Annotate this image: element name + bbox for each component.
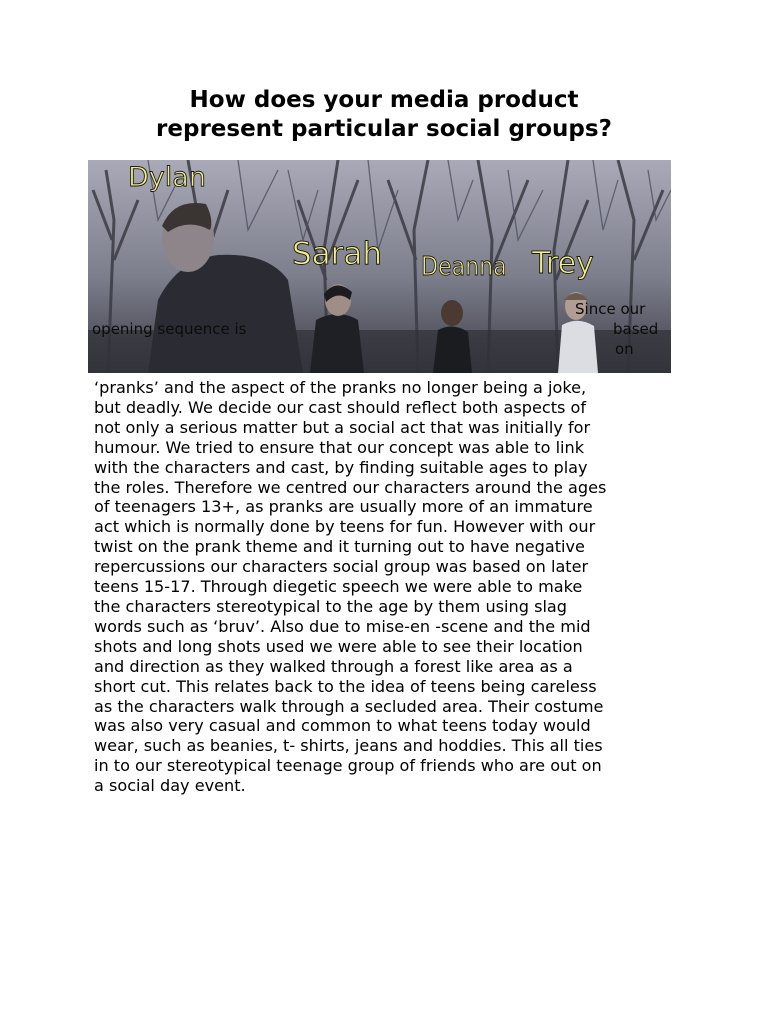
body-line: not only a serious matter but a social act that was initially for	[94, 417, 591, 437]
body-line: in to our stereotypical teenage group of friends who are out on	[94, 756, 602, 776]
body-line: with the characters and cast, by finding suitable ages to play	[94, 457, 588, 477]
body-line: short cut. This relates back to the idea of teens being careless	[94, 676, 597, 696]
body-line: ‘pranks’ and the aspect of the pranks no longer being a joke,	[94, 378, 587, 397]
body-line: teens 15-17. Through diegetic speech we were able to make	[94, 577, 583, 597]
body-line: was also very casual and common to what teens today would	[94, 716, 591, 736]
body-line: a social day event.	[94, 776, 246, 796]
body-line: shots and long shots used we were able to see their location	[94, 636, 583, 656]
body-line: the characters stereotypical to the age by them using slag	[94, 596, 567, 616]
body-line: words such as ‘bruv’. Also due to mise-en -scene and the mid	[94, 616, 591, 636]
caption-sarah: Sarah	[292, 236, 383, 272]
body-line: but deadly. We decide our cast should reflect both aspects of	[94, 397, 587, 417]
body-line: act which is normally done by teens for fun. However with our	[94, 517, 596, 537]
body-line: and direction as they walked through a forest like area as a	[94, 656, 573, 676]
overlay-text-left: opening sequence is	[92, 320, 247, 338]
film-still-image	[88, 160, 671, 373]
body-paragraph	[94, 378, 684, 796]
body-line: repercussions our characters social group was based on later	[94, 557, 589, 577]
body-line: wear, such as beanies, t- shirts, jeans and hoddies. This all ties	[94, 736, 603, 756]
caption-dylan: Dylan	[128, 162, 206, 193]
body-line: of teenagers 13+, as pranks are usually more of an immature	[94, 497, 593, 517]
document-title	[0, 86, 768, 144]
overlay-text-right-1: Since our	[575, 300, 646, 318]
overlay-text-right-3: on	[615, 340, 634, 358]
title-line-2: represent particular social groups?	[156, 116, 612, 142]
overlay-text-right-2: based	[613, 320, 659, 338]
body-line: the roles. Therefore we centred our characters around the ages	[94, 477, 607, 497]
body-line: twist on the prank theme and it turning out to have negative	[94, 537, 585, 557]
title-line-1: How does your media product	[189, 87, 579, 113]
body-line: as the characters walk through a secluded area. Their costume	[94, 696, 604, 716]
caption-trey: Trey	[532, 246, 594, 281]
body-line: humour. We tried to ensure that our concept was able to link	[94, 437, 585, 457]
caption-deanna: Deanna	[421, 252, 507, 282]
